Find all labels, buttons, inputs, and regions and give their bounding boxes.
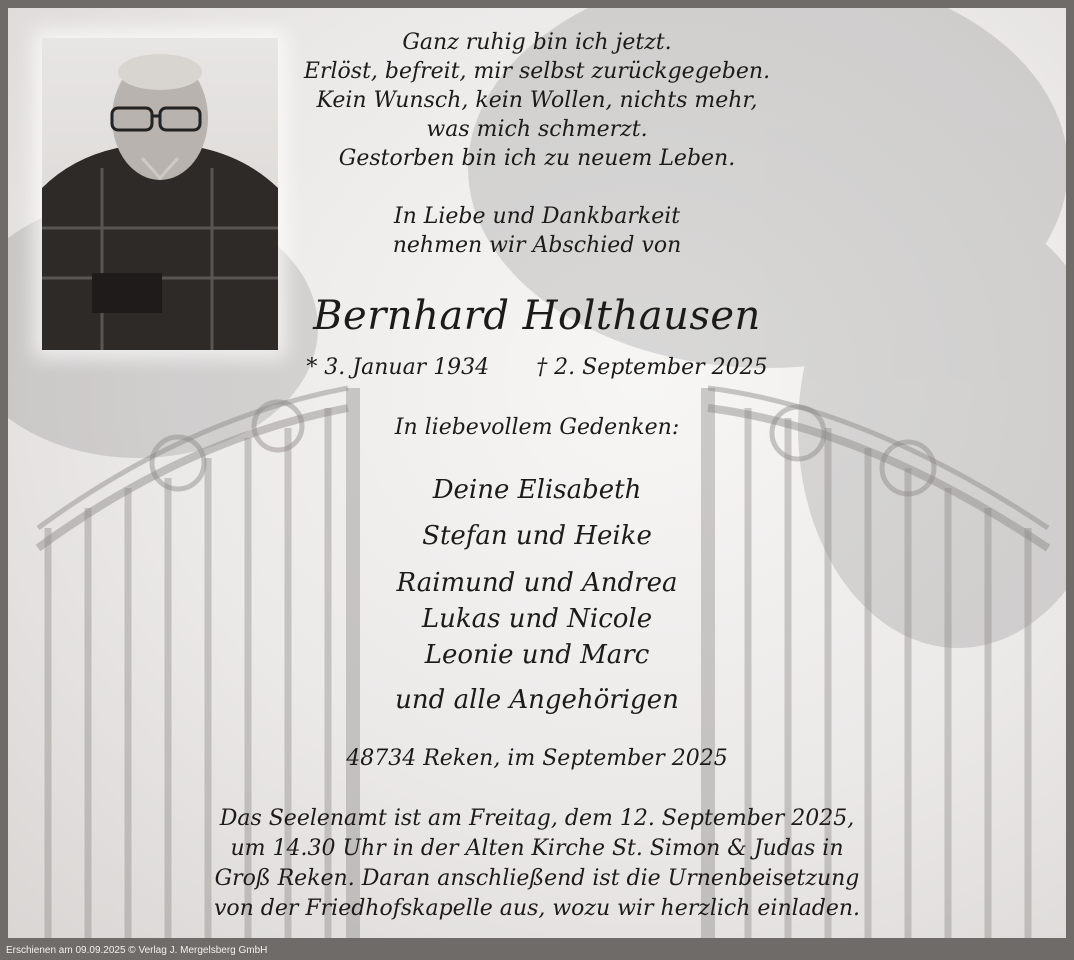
service-line: um 14.30 Uhr in der Alten Kirche St. Simon & Judas in bbox=[230, 836, 844, 861]
mourner-group bbox=[0, 565, 1074, 673]
farewell-intro bbox=[0, 202, 1074, 260]
service-line: von der Friedhofskapelle aus, wozu wir herzlich einladen. bbox=[213, 896, 861, 921]
mourner-family: Leonie und Marc bbox=[424, 640, 650, 670]
deceased-name: Bernhard Holthausen bbox=[313, 293, 761, 339]
death-date: † 2. September 2025 bbox=[536, 355, 768, 380]
poem-line: Ganz ruhig bin ich jetzt. bbox=[402, 30, 672, 55]
memory-heading: In liebevollem Gedenken: bbox=[394, 415, 680, 440]
poem-line: was mich schmerzt. bbox=[426, 117, 648, 142]
service-info bbox=[0, 804, 1074, 924]
poem-line: Kein Wunsch, kein Wollen, nichts mehr, bbox=[316, 88, 758, 113]
place-date: 48734 Reken, im September 2025 bbox=[346, 746, 728, 771]
poem-line: Gestorben bin ich zu neuem Leben. bbox=[338, 146, 736, 171]
service-line: Groß Reken. Daran anschließend ist die Urnenbeisetzung bbox=[214, 866, 860, 891]
mourner-relatives: und alle Angehörigen bbox=[395, 685, 679, 715]
life-dates bbox=[0, 355, 1074, 380]
mourner-family: Stefan und Heike bbox=[422, 521, 652, 551]
service-line: Das Seelenamt ist am Freitag, dem 12. September 2025, bbox=[219, 806, 855, 831]
mourner-spouse: Deine Elisabeth bbox=[432, 475, 642, 505]
poem-line: Erlöst, befreit, mir selbst zurückgegeben. bbox=[303, 59, 771, 84]
intro-line: In Liebe und Dankbarkeit bbox=[393, 204, 681, 229]
intro-line: nehmen wir Abschied von bbox=[392, 233, 682, 258]
poem bbox=[0, 28, 1074, 173]
mourner-family: Lukas und Nicole bbox=[421, 604, 653, 634]
mourner-family: Raimund und Andrea bbox=[396, 568, 678, 598]
publication-footer: Erschienen am 09.09.2025 © Verlag J. Mergelsberg GmbH bbox=[6, 945, 268, 956]
birth-date: * 3. Januar 1934 bbox=[306, 355, 490, 380]
